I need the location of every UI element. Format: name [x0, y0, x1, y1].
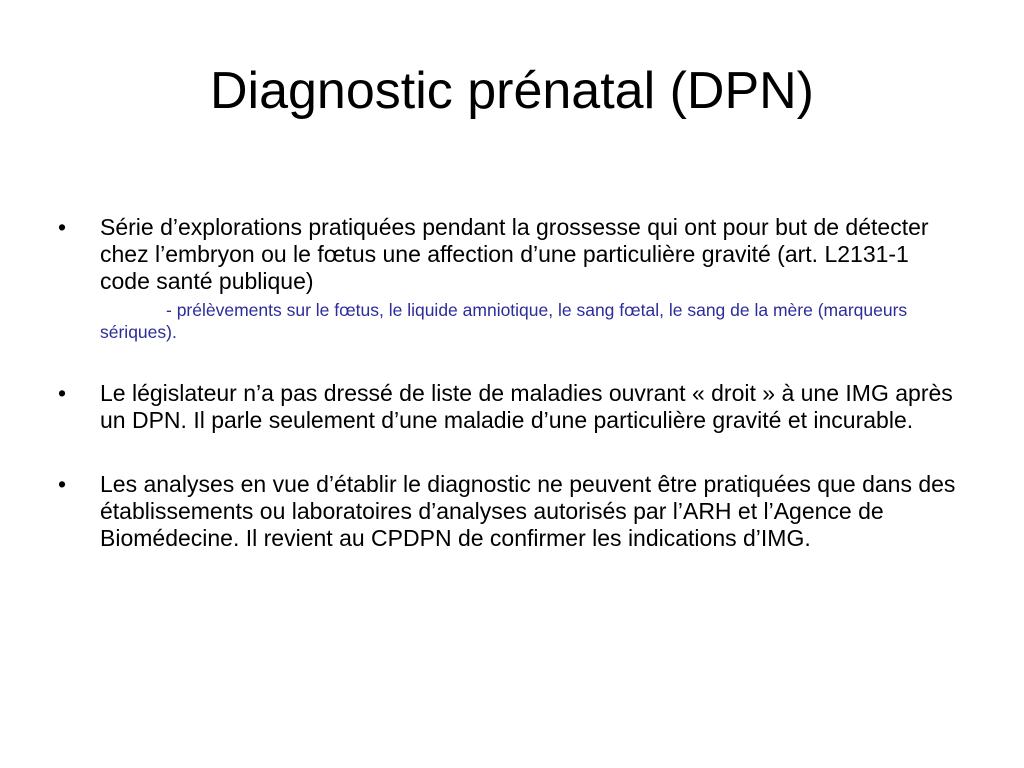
- bullet-item-3: [58, 471, 958, 552]
- bullet-icon: •: [58, 214, 67, 240]
- bullet-list: [58, 214, 958, 552]
- bullet-item-1: [58, 214, 958, 343]
- bullet-text-3: Les analyses en vue d’établir le diagnostic ne peuvent être pratiquées que dans des établissements ou laboratoires d’analyses autorisés par l’ARH et l’Agence de Biomédecine. Il revient au CPDPN de confirmer les indications d’IMG.: [100, 471, 956, 551]
- slide-title: Diagnostic prénatal (DPN): [209, 62, 815, 120]
- bullet-icon: •: [58, 380, 67, 406]
- bullet-item-2: [58, 380, 958, 434]
- bullet-text-1: Série d’explorations pratiquées pendant la grossesse qui ont pour but de détecter chez l’embryon ou le fœtus une affection d’une particulière gravité (art. L2131-1 code santé publique): [100, 214, 929, 294]
- bullet-text-2: Le législateur n’a pas dressé de liste de maladies ouvrant « droit » à une IMG après un DPN. Il parle seulement d’une maladie d’une particulière gravité et incurable.: [100, 380, 953, 433]
- bullet-subtext-1: - prélèvements sur le fœtus, le liquide amniotique, le sang fœtal, le sang de la mère (marqueurs sériques).: [100, 300, 908, 342]
- bullet-icon: •: [58, 471, 67, 497]
